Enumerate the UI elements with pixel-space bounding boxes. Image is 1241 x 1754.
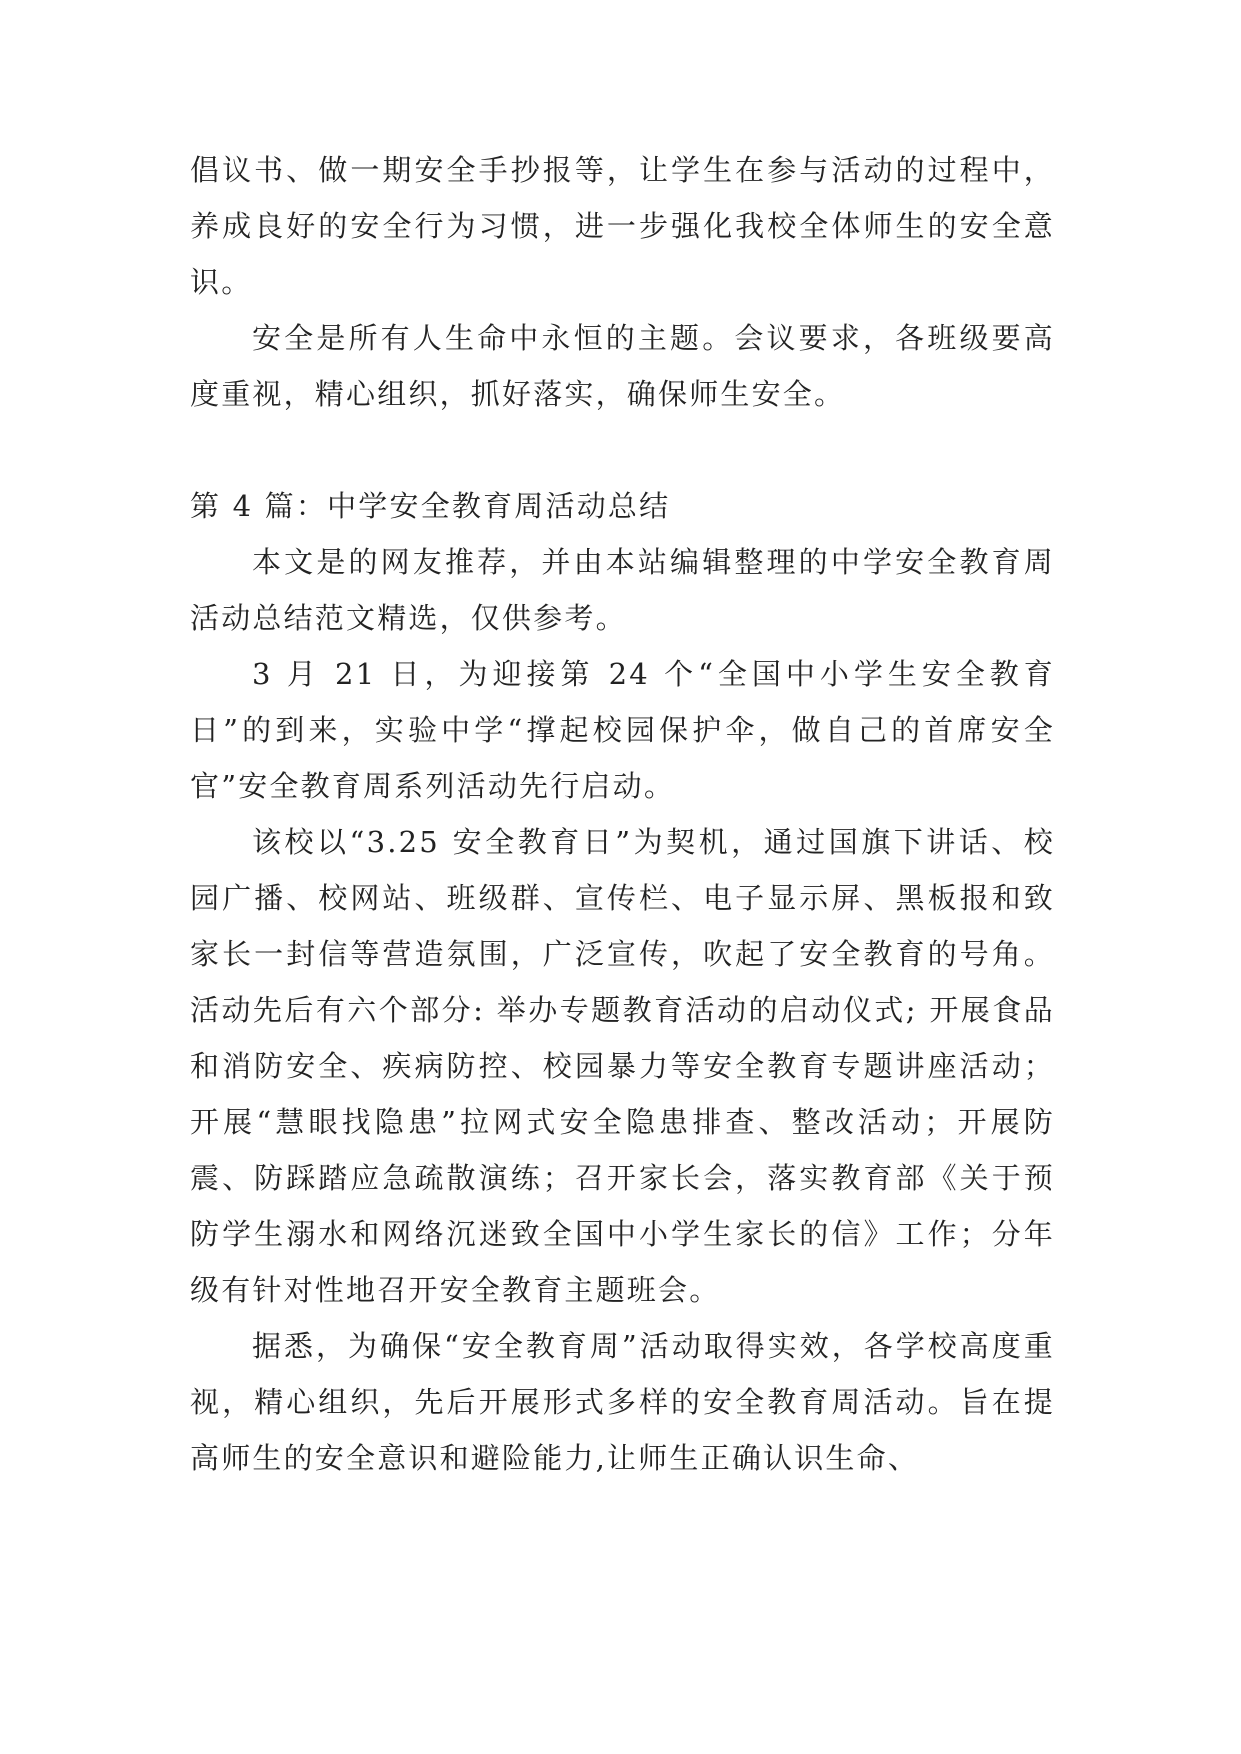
paragraph: 安全是所有人生命中永恒的主题。会议要求，各班级要高度重视，精心组织，抓好落实，确保师生安全。 [190, 321, 1055, 411]
paragraph: 该校以“3.25 安全教育日”为契机，通过国旗下讲话、校园广播、校网站、班级群、宣传栏、电子显示屏、黑板报和致家长一封信等营造氛围，广泛宣传，吹起了安全教育的号角。活动先后有六个部分: 举办专题教育活动的启动仪式; 开展食品和消防安全、疾病防控、校园暴力等安全教育专题讲座活动；开展“慧眼找隐患”拉网式安全隐患排查、整改活动；开展防震、防踩踏应急疏散演练；召开家长会，落实教育部《关于预防学生溺水和网络沉迷致全国中小学生家长的信》工作；分年级有针对性地召开安全教育主题班会。 [190, 825, 1055, 1307]
paragraph: 据悉，为确保“安全教育周”活动取得实效，各学校高度重视，精心组织，先后开展形式多样的安全教育周活动。旨在提高师生的安全意识和避险能力,让师生正确认识生命、 [190, 1329, 1055, 1475]
paragraph: 3 月 21 日，为迎接第 24 个“全国中小学生安全教育日”的到来，实验中学“撑起校园保护伞，做自己的首席安全官”安全教育周系列活动先行启动。 [190, 657, 1055, 803]
document-body [190, 142, 1055, 1486]
paragraph: 本文是的网友推荐，并由本站编辑整理的中学安全教育周活动总结范文精选，仅供参考。 [190, 545, 1055, 635]
section-heading: 第 4 篇：中学安全教育周活动总结 [190, 489, 671, 523]
paragraph-continuation: 倡议书、做一期安全手抄报等，让学生在参与活动的过程中，养成良好的安全行为习惯，进一步强化我校全体师生的安全意识。 [190, 153, 1055, 299]
paragraph-gap [190, 422, 1055, 478]
